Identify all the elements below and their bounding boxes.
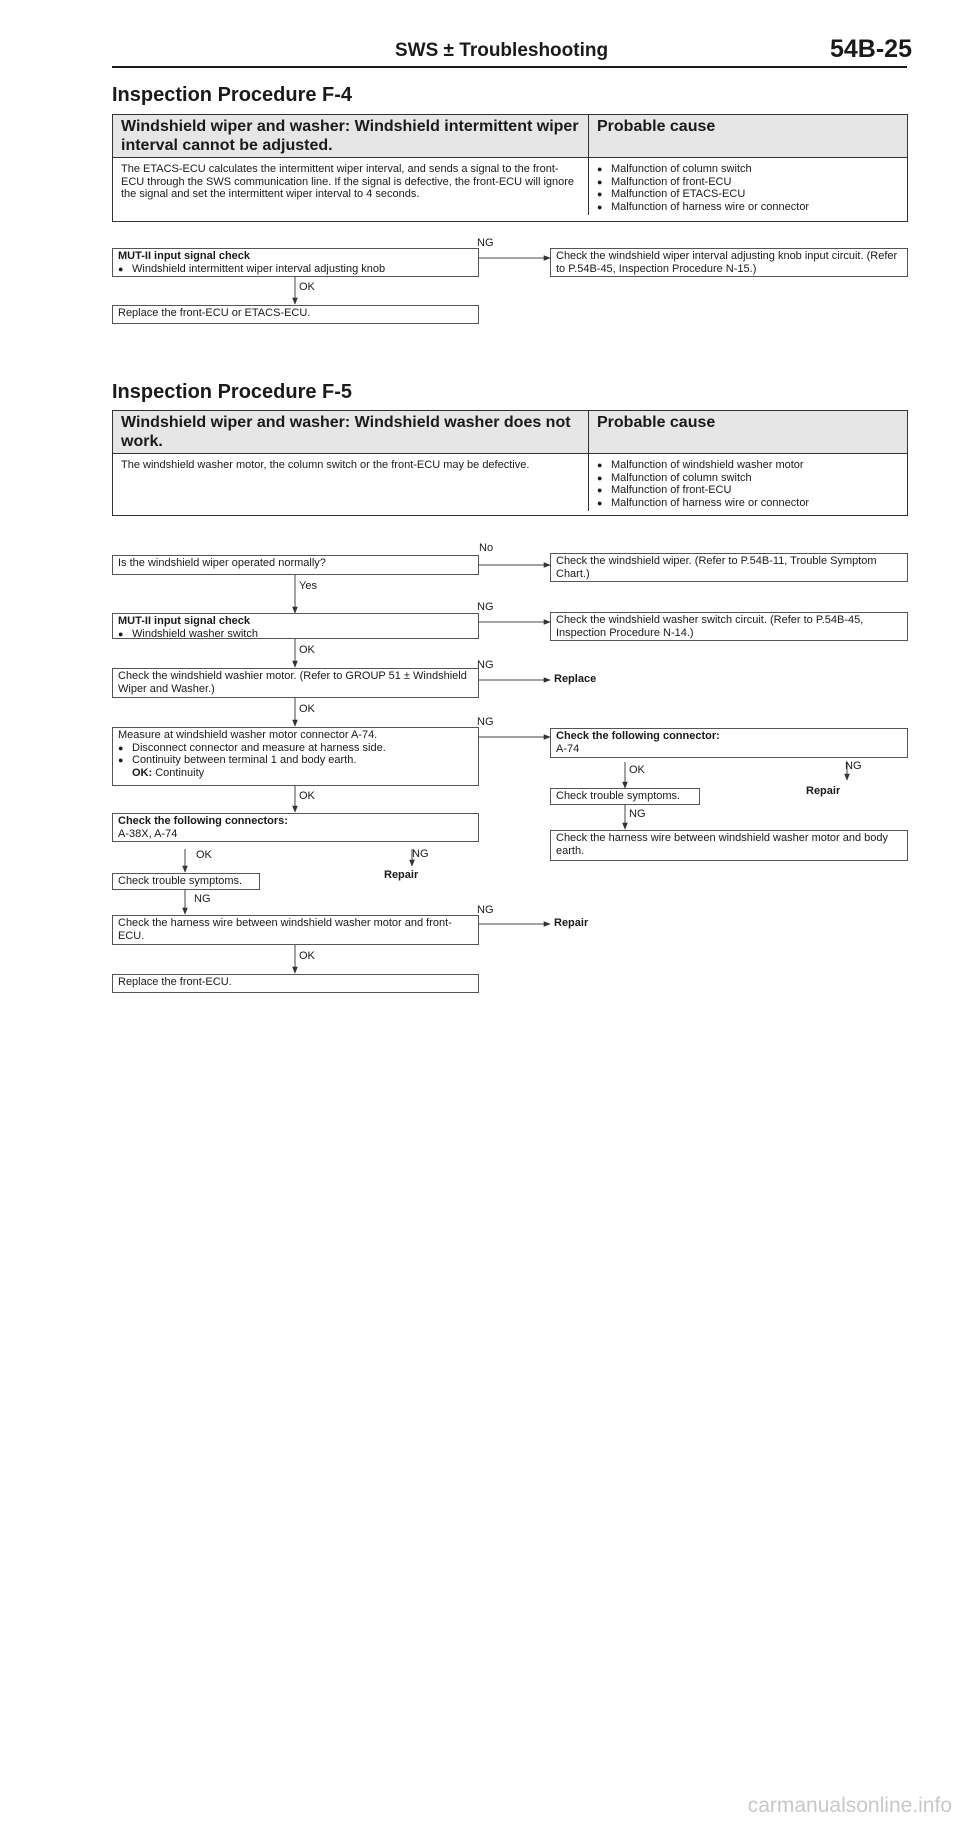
f4-section-title: Inspection Procedure F-4 bbox=[112, 84, 353, 106]
f5-s4-ok-value: Continuity bbox=[155, 766, 205, 779]
f4-step1-item: ● Windshield intermittent wiper interval adjusting knob bbox=[118, 263, 473, 276]
f4-ng-check-circuit: Check the windshield wiper interval adjusting knob input circuit. (Refer to P.54B-45, Inspection Procedure N-15.) bbox=[550, 248, 908, 277]
f5-s7-ok-label: OK bbox=[299, 950, 315, 962]
f4-cause-item: ● Malfunction of ETACS-ECU bbox=[597, 188, 899, 201]
f5-check-harness-front-ecu: Check the harness wire between windshield washer motor and front-ECU. bbox=[112, 915, 479, 945]
f5-section-title: Inspection Procedure F-5 bbox=[112, 381, 353, 403]
f5-s4-ok-key: OK: bbox=[132, 766, 153, 779]
f5-s2-ng-label: NG bbox=[477, 601, 494, 613]
f5-yes-label: Yes bbox=[299, 580, 317, 592]
f4-cause-table bbox=[112, 114, 908, 222]
f5-s2-ok-label: OK bbox=[299, 644, 315, 656]
f4-step1-title: MUT-II input signal check bbox=[118, 250, 251, 262]
f5-s5-title: Check the following connectors: bbox=[118, 815, 288, 827]
f5-r-repair: Repair bbox=[806, 785, 841, 797]
f5-s2-item: ● Windshield washer switch bbox=[118, 628, 473, 640]
f5-check-washer-switch-circuit: Check the windshield washer switch circuit. (Refer to P.54B-45, Inspection Procedure N-14.) bbox=[550, 612, 908, 641]
f5-replace-front-ecu: Replace the front-ECU. bbox=[112, 974, 479, 993]
f5-r-conn-value: A-74 bbox=[556, 742, 580, 755]
f5-cause-item: ● Malfunction of windshield washer motor bbox=[597, 459, 899, 472]
f5-s3-ok-label: OK bbox=[299, 703, 315, 715]
f5-r-conn-title: Check the following connector: bbox=[556, 730, 720, 742]
f5-cause-item: ● Malfunction of column switch bbox=[597, 472, 899, 485]
f5-check-washer-motor: Check the windshield washier motor. (Refer to GROUP 51 ± Windshield Wiper and Washer.) bbox=[112, 668, 479, 698]
f5-measure-connector bbox=[112, 727, 479, 786]
f5-s4-line: Measure at windshield washer motor connector A-74. bbox=[118, 729, 378, 741]
f4-ok-label: OK bbox=[299, 281, 315, 293]
f5-cause-list bbox=[597, 459, 899, 509]
page-header-title: SWS ± Troubleshooting bbox=[395, 40, 609, 61]
f4-step-replace-ecu: Replace the front-ECU or ETACS-ECU. bbox=[112, 305, 479, 324]
f5-symptom-heading: Windshield wiper and washer: Windshield washer does not work. bbox=[113, 411, 589, 453]
f5-check-wiper: Check the windshield wiper. (Refer to P.54B-11, Trouble Symptom Chart.) bbox=[550, 553, 908, 582]
f5-step-mut-input-check bbox=[112, 613, 479, 639]
f5-check-connector-a74 bbox=[550, 728, 908, 758]
f4-ng-label: NG bbox=[477, 237, 494, 249]
f5-replace-result: Replace bbox=[554, 673, 597, 685]
f4-probable-cause-heading: Probable cause bbox=[597, 118, 716, 135]
f5-s7-repair: Repair bbox=[554, 917, 589, 929]
f5-q-wiper-operated: Is the windshield wiper operated normally? bbox=[112, 555, 479, 575]
f4-description: The ETACS-ECU calculates the intermittent wiper interval, and sends a signal to the front-ECU through the SWS communication line. If the signal is defective, the front-ECU will ignore the signal and set the intermittent wiper interval to 4 seconds. bbox=[113, 158, 589, 215]
f5-r-ng-label: NG bbox=[845, 760, 862, 772]
f4-cause-item: ● Malfunction of column switch bbox=[597, 163, 899, 176]
f5-check-trouble-symptoms: Check trouble symptoms. bbox=[112, 873, 260, 890]
f5-s3-ng-label: NG bbox=[477, 659, 494, 671]
f5-s4-ng-label: NG bbox=[477, 716, 494, 728]
f5-r-check-trouble: Check trouble symptoms. bbox=[550, 788, 700, 805]
f4-cause-item: ● Malfunction of front-ECU bbox=[597, 176, 899, 189]
f5-s2-title: MUT-II input signal check bbox=[118, 615, 251, 627]
f5-cause-item: ● Malfunction of harness wire or connector bbox=[597, 497, 899, 510]
f5-s4-ok-label: OK bbox=[299, 790, 315, 802]
page-number: 54B-25 bbox=[830, 35, 912, 63]
f5-r-ng2-label: NG bbox=[629, 808, 646, 820]
footer-watermark: carmanualsonline.info bbox=[747, 1794, 952, 1817]
f5-s4-item: ● Continuity between terminal 1 and body earth. bbox=[118, 754, 473, 767]
f5-s4-item: ● Disconnect connector and measure at harness side. bbox=[118, 742, 473, 755]
f5-s6-ng-label: NG bbox=[194, 893, 211, 905]
f5-s5-ng-label: NG bbox=[412, 848, 429, 860]
f5-cause-item: ● Malfunction of front-ECU bbox=[597, 484, 899, 497]
f5-cause-table bbox=[112, 410, 908, 516]
f4-symptom-heading: Windshield wiper and washer: Windshield intermittent wiper interval cannot be adjusted. bbox=[113, 115, 589, 157]
f5-s5-ok-label: OK bbox=[196, 849, 212, 861]
f5-s7-ng-label: NG bbox=[477, 904, 494, 916]
f4-cause-item: ● Malfunction of harness wire or connector bbox=[597, 201, 899, 214]
f5-description: The windshield washer motor, the column switch or the front-ECU may be defective. bbox=[113, 454, 589, 511]
header-rule bbox=[112, 66, 907, 68]
f5-probable-cause-heading: Probable cause bbox=[597, 414, 716, 431]
f5-no-label: No bbox=[479, 542, 494, 554]
f4-step-mut-input-check bbox=[112, 248, 479, 277]
f5-check-connectors bbox=[112, 813, 479, 842]
f5-r-check-harness-earth: Check the harness wire between windshield washer motor and body earth. bbox=[550, 830, 908, 861]
f5-s5-value: A-38X, A-74 bbox=[118, 827, 178, 840]
f5-r-ok-label: OK bbox=[629, 764, 645, 776]
f4-cause-list bbox=[597, 163, 899, 213]
f5-s5-repair: Repair bbox=[384, 869, 419, 881]
